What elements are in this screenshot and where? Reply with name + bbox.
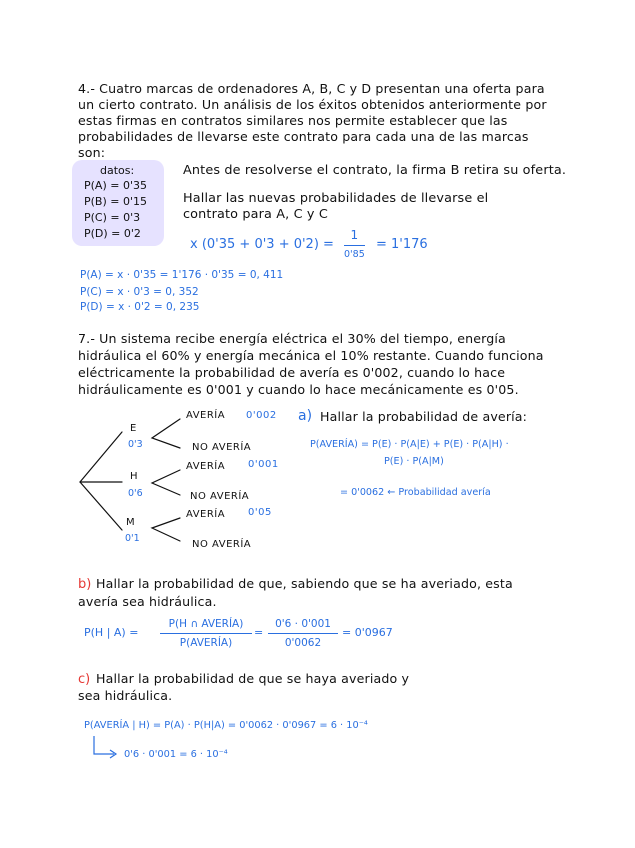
part-b-den-2: 0'0062 bbox=[284, 637, 322, 649]
part-c-label: c) bbox=[78, 672, 91, 687]
p4-result-d: P(D) = x · 0'2 = 0, 235 bbox=[80, 301, 200, 313]
tree-m-averia-prob: 0'05 bbox=[248, 507, 272, 518]
part-a-equation-1: P(AVERÍA) = P(E) · P(A|E) + P(E) · P(A|H) · bbox=[310, 439, 509, 450]
p4-eq-numerator: 1 bbox=[350, 228, 359, 242]
p4-line-2: un cierto contrato. Un análisis de los éxitos obtenidos anteriormente por bbox=[78, 97, 547, 112]
datos-title: datos: bbox=[100, 164, 135, 177]
p4-result-a: P(A) = x · 0'35 = 1'176 · 0'35 = 0, 411 bbox=[80, 269, 284, 281]
part-c-equation: P(AVERÍA | H) = P(A) · P(H|A) = 0'0062 · 0'0967 = 6 · 10⁻⁴ bbox=[84, 720, 368, 731]
part-b-num-1: P(H ∩ AVERÍA) bbox=[168, 618, 244, 630]
tree-e-averia: AVERÍA bbox=[186, 410, 226, 421]
datos-item-b: P(B) = 0'15 bbox=[84, 195, 147, 208]
part-a-text: Hallar la probabilidad de avería: bbox=[320, 409, 528, 424]
p4-result-c: P(C) = x · 0'3 = 0, 352 bbox=[80, 286, 199, 298]
p7-line-2: hidráulica el 60% y energía mecánica el 10% restante. Cuando funciona bbox=[78, 348, 544, 363]
part-b-den-1: P(AVERÍA) bbox=[179, 637, 233, 649]
p4-statement-2a: Hallar las nuevas probabilidades de llevarse el bbox=[183, 191, 489, 206]
part-c-equation-2: 0'6 · 0'001 = 6 · 10⁻⁴ bbox=[124, 749, 228, 760]
part-b-text-2: avería sea hidráulica. bbox=[78, 594, 217, 609]
tree-m-averia: AVERÍA bbox=[186, 509, 226, 520]
part-b-equals: = bbox=[254, 626, 264, 639]
tree-h-averia: AVERÍA bbox=[186, 461, 226, 472]
part-a-equation-2: P(E) · P(A|M) bbox=[384, 456, 444, 467]
tree-prob-m: 0'1 bbox=[125, 533, 140, 544]
part-c-text-2: sea hidráulica. bbox=[78, 688, 173, 703]
part-b-result: = 0'0967 bbox=[342, 626, 393, 639]
p4-eq-denominator: 0'85 bbox=[344, 249, 365, 260]
part-a-result: = 0'0062 ← Probabilidad avería bbox=[340, 487, 491, 498]
p4-equation-left: x (0'35 + 0'3 + 0'2) = bbox=[190, 237, 334, 252]
tree-prob-e: 0'3 bbox=[128, 439, 143, 450]
p4-equation-right: = 1'176 bbox=[376, 237, 428, 252]
part-b-num-2: 0'6 · 0'001 bbox=[275, 618, 331, 630]
p4-line-5: son: bbox=[78, 145, 106, 160]
tree-node-h: H bbox=[130, 471, 138, 482]
tree-node-m: M bbox=[126, 517, 135, 528]
p7-line-4: hidráulicamente es 0'001 y cuando lo hace mecánicamente es 0'05. bbox=[78, 382, 519, 397]
part-c-text-1: Hallar la probabilidad de que se haya averiado y bbox=[96, 671, 410, 686]
datos-item-a: P(A) = 0'35 bbox=[84, 179, 147, 192]
datos-item-c: P(C) = 0'3 bbox=[84, 211, 141, 224]
tree-h-averia-prob: 0'001 bbox=[248, 459, 279, 470]
tree-e-averia-prob: 0'002 bbox=[246, 410, 277, 421]
part-b-text-1: Hallar la probabilidad de que, sabiendo que se ha averiado, esta bbox=[96, 576, 513, 591]
tree-node-e: E bbox=[130, 423, 137, 434]
tree-h-no-averia: NO AVERÍA bbox=[190, 491, 250, 502]
part-b-label: b) bbox=[78, 577, 92, 592]
p4-line-3: estas firmas en contratos similares nos permite establecer que las bbox=[78, 113, 508, 128]
part-b-left: P(H | A) = bbox=[84, 626, 139, 639]
part-a-label: a) bbox=[298, 408, 313, 424]
p7-line-1: 7.- Un sistema recibe energía eléctrica el 30% del tiempo, energía bbox=[78, 331, 506, 346]
tree-e-no-averia: NO AVERÍA bbox=[192, 442, 252, 453]
datos-item-d: P(D) = 0'2 bbox=[84, 227, 141, 240]
p7-line-3: eléctricamente la probabilidad de avería es 0'002, cuando lo hace bbox=[78, 365, 506, 380]
tree-m-no-averia: NO AVERÍA bbox=[192, 539, 252, 550]
p4-statement-1: Antes de resolverse el contrato, la firma B retira su oferta. bbox=[183, 163, 567, 178]
p4-line-1: 4.- Cuatro marcas de ordenadores A, B, C y D presentan una oferta para bbox=[78, 81, 545, 96]
p4-line-4: probabilidades de llevarse este contrato para cada una de las marcas bbox=[78, 129, 529, 144]
tree-prob-h: 0'6 bbox=[128, 488, 143, 499]
p4-statement-2b: contrato para A, C y C bbox=[183, 207, 328, 222]
